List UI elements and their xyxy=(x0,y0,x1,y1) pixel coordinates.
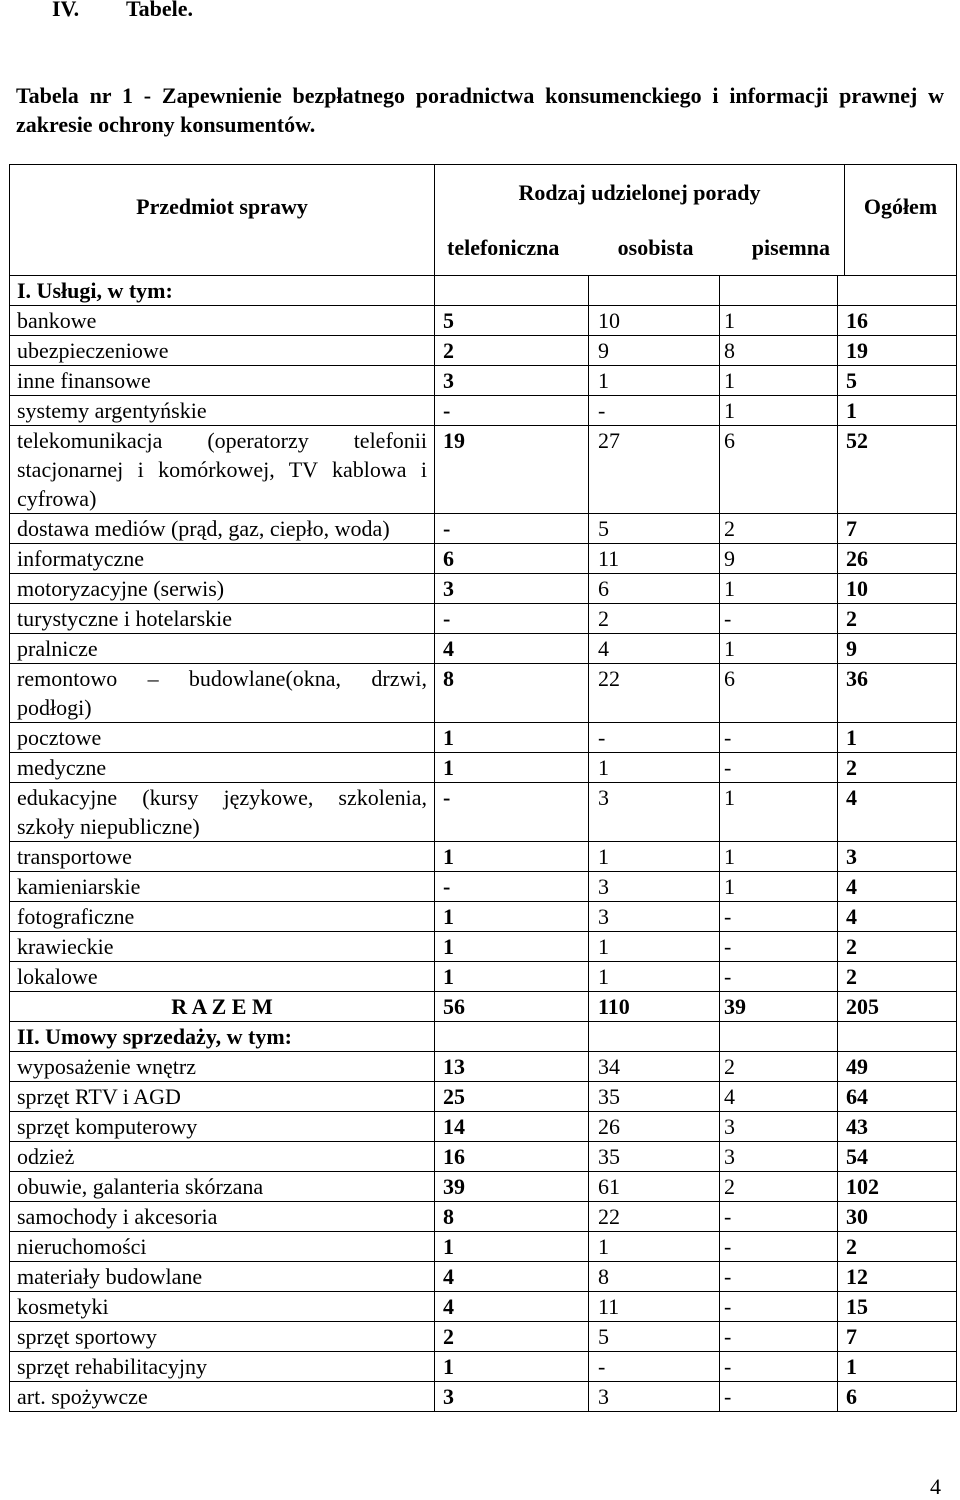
section-row xyxy=(10,1022,957,1052)
value-telefoniczna: 1 xyxy=(443,844,454,869)
value-pisemna: 1 xyxy=(724,398,735,423)
row-values xyxy=(435,1172,957,1202)
value-ogolem: 102 xyxy=(846,1174,879,1199)
page-number: 4 xyxy=(930,1474,941,1499)
value-telefoniczna: 2 xyxy=(443,338,454,363)
value-osobista: 110 xyxy=(598,994,630,1019)
consumer-advice-table xyxy=(9,164,957,1412)
row-label: medyczne xyxy=(10,753,435,783)
row-values xyxy=(435,1262,957,1292)
value-osobista: 34 xyxy=(598,1054,620,1079)
row-values xyxy=(435,842,957,872)
value-telefoniczna: 1 xyxy=(443,934,454,959)
row-values xyxy=(435,1112,957,1142)
value-pisemna: - xyxy=(724,606,732,631)
total-row xyxy=(10,992,957,1022)
table-row xyxy=(10,1112,957,1142)
value-ogolem: 1 xyxy=(846,1354,857,1379)
value-telefoniczna: 16 xyxy=(443,1144,465,1169)
row-label: II. Umowy sprzedaży, w tym: xyxy=(10,1022,435,1052)
value-osobista: 11 xyxy=(598,1294,620,1319)
row-values xyxy=(435,1322,957,1352)
value-telefoniczna: 1 xyxy=(443,755,454,780)
value-telefoniczna: 19 xyxy=(443,428,465,453)
value-ogolem: 2 xyxy=(846,606,857,631)
row-values xyxy=(435,1142,957,1172)
value-pisemna: - xyxy=(724,1354,732,1379)
value-ogolem: 2 xyxy=(846,964,857,989)
empty-cell xyxy=(435,276,957,306)
table-row xyxy=(10,426,957,514)
value-osobista: 11 xyxy=(598,546,620,571)
value-osobista: 5 xyxy=(598,516,609,541)
row-values xyxy=(435,426,957,514)
table-row xyxy=(10,1262,957,1292)
row-label: kamieniarskie xyxy=(10,872,435,902)
value-ogolem: 10 xyxy=(846,576,868,601)
row-values xyxy=(435,723,957,753)
value-ogolem: 12 xyxy=(846,1264,868,1289)
value-ogolem: 64 xyxy=(846,1084,868,1109)
table-row xyxy=(10,842,957,872)
value-telefoniczna: 8 xyxy=(443,666,454,691)
value-pisemna: - xyxy=(724,934,732,959)
value-osobista: - xyxy=(598,725,606,750)
value-pisemna: 1 xyxy=(724,576,735,601)
value-ogolem: 52 xyxy=(846,428,868,453)
value-osobista: 5 xyxy=(598,1324,609,1349)
value-ogolem: 43 xyxy=(846,1114,868,1139)
table-row xyxy=(10,1202,957,1232)
section-title: Tabele. xyxy=(126,0,194,21)
row-values xyxy=(435,544,957,574)
table-row xyxy=(10,1292,957,1322)
row-values xyxy=(435,336,957,366)
value-telefoniczna: 1 xyxy=(443,904,454,929)
row-values xyxy=(435,902,957,932)
row-label: odzież xyxy=(10,1142,435,1172)
value-telefoniczna: 3 xyxy=(443,576,454,601)
table-row xyxy=(10,1322,957,1352)
value-osobista: 3 xyxy=(598,904,609,929)
table-row xyxy=(10,664,957,723)
table-row xyxy=(10,306,957,336)
value-osobista: 9 xyxy=(598,338,609,363)
row-label: pralnicze xyxy=(10,634,435,664)
value-pisemna: 39 xyxy=(724,994,746,1019)
table-row xyxy=(10,1352,957,1382)
value-osobista: 4 xyxy=(598,636,609,661)
value-telefoniczna: - xyxy=(443,874,451,899)
row-label: sprzęt sportowy xyxy=(10,1322,435,1352)
header-telefoniczna: telefoniczna xyxy=(447,235,560,260)
row-values xyxy=(435,604,957,634)
value-telefoniczna: - xyxy=(443,785,451,810)
row-values xyxy=(435,396,957,426)
row-values xyxy=(435,514,957,544)
row-values xyxy=(435,753,957,783)
value-pisemna: 2 xyxy=(724,1054,735,1079)
value-ogolem: 19 xyxy=(846,338,868,363)
row-label: remontowo – budowlane(okna, drzwi, podłogi) xyxy=(10,664,435,723)
value-telefoniczna: 1 xyxy=(443,964,454,989)
row-label: transportowe xyxy=(10,842,435,872)
value-pisemna: 8 xyxy=(724,338,735,363)
value-telefoniczna: - xyxy=(443,398,451,423)
row-label: telekomunikacja (operatorzy telefonii stacjonarnej i komórkowej, TV kablowa i cyfrowa) xyxy=(10,426,435,514)
row-values xyxy=(435,1352,957,1382)
value-ogolem: 30 xyxy=(846,1204,868,1229)
value-telefoniczna: 1 xyxy=(443,1234,454,1259)
row-label: nieruchomości xyxy=(10,1232,435,1262)
row-values xyxy=(435,634,957,664)
value-ogolem: 6 xyxy=(846,1384,857,1409)
row-values xyxy=(435,962,957,992)
header-osobista: osobista xyxy=(617,235,694,260)
table-row xyxy=(10,1382,957,1412)
row-values xyxy=(435,366,957,396)
row-label: dostawa mediów (prąd, gaz, ciepło, woda) xyxy=(10,514,435,544)
value-ogolem: 15 xyxy=(846,1294,868,1319)
table-row xyxy=(10,783,957,842)
section-heading xyxy=(52,0,193,24)
row-label: bankowe xyxy=(10,306,435,336)
table-row xyxy=(10,872,957,902)
table-row xyxy=(10,902,957,932)
row-values xyxy=(435,1052,957,1082)
row-label: sprzęt RTV i AGD xyxy=(10,1082,435,1112)
row-label: edukacyjne (kursy językowe, szkolenia, szkoły niepubliczne) xyxy=(10,783,435,842)
header-total: Ogółem xyxy=(845,165,957,276)
value-ogolem: 5 xyxy=(846,368,857,393)
value-telefoniczna: 13 xyxy=(443,1054,465,1079)
value-osobista: 1 xyxy=(598,844,609,869)
row-label: wyposażenie wnętrz xyxy=(10,1052,435,1082)
value-osobista: 22 xyxy=(598,666,620,691)
value-telefoniczna: 8 xyxy=(443,1204,454,1229)
section-row xyxy=(10,276,957,306)
row-label: pocztowe xyxy=(10,723,435,753)
table-row xyxy=(10,753,957,783)
value-osobista: 35 xyxy=(598,1084,620,1109)
table-row xyxy=(10,336,957,366)
value-ogolem: 4 xyxy=(846,874,857,899)
row-label: lokalowe xyxy=(10,962,435,992)
row-label: I. Usługi, w tym: xyxy=(10,276,435,306)
row-label: kosmetyki xyxy=(10,1292,435,1322)
value-osobista: 6 xyxy=(598,576,609,601)
row-values xyxy=(435,1382,957,1412)
row-label: samochody i akcesoria xyxy=(10,1202,435,1232)
row-label: fotograficzne xyxy=(10,902,435,932)
value-pisemna: 9 xyxy=(724,546,735,571)
value-ogolem: 2 xyxy=(846,755,857,780)
row-values xyxy=(435,932,957,962)
value-telefoniczna: 25 xyxy=(443,1084,465,1109)
row-label: R A Z E M xyxy=(10,992,435,1022)
table-header-row xyxy=(10,165,957,276)
empty-cell xyxy=(435,1022,957,1052)
row-label: inne finansowe xyxy=(10,366,435,396)
value-pisemna: 2 xyxy=(724,1174,735,1199)
value-osobista: 2 xyxy=(598,606,609,631)
value-pisemna: 2 xyxy=(724,516,735,541)
value-telefoniczna: 4 xyxy=(443,636,454,661)
value-pisemna: 1 xyxy=(724,844,735,869)
value-pisemna: - xyxy=(724,904,732,929)
value-osobista: 22 xyxy=(598,1204,620,1229)
row-label: materiały budowlane xyxy=(10,1262,435,1292)
table-row xyxy=(10,366,957,396)
value-ogolem: 1 xyxy=(846,725,857,750)
table-row xyxy=(10,544,957,574)
row-label: informatyczne xyxy=(10,544,435,574)
value-pisemna: 1 xyxy=(724,785,735,810)
row-values xyxy=(435,872,957,902)
value-pisemna: - xyxy=(724,755,732,780)
table-row xyxy=(10,962,957,992)
value-osobista: 8 xyxy=(598,1264,609,1289)
row-label: obuwie, galanteria skórzana xyxy=(10,1172,435,1202)
value-ogolem: 1 xyxy=(846,398,857,423)
value-pisemna: - xyxy=(724,1294,732,1319)
value-osobista: 26 xyxy=(598,1114,620,1139)
value-ogolem: 9 xyxy=(846,636,857,661)
row-label: systemy argentyńskie xyxy=(10,396,435,426)
table-row xyxy=(10,396,957,426)
value-osobista: 1 xyxy=(598,755,609,780)
table-row xyxy=(10,1142,957,1172)
row-label: krawieckie xyxy=(10,932,435,962)
header-subcolumns xyxy=(435,233,844,262)
value-ogolem: 4 xyxy=(846,785,857,810)
value-ogolem: 7 xyxy=(846,516,857,541)
row-values xyxy=(435,664,957,723)
value-osobista: 35 xyxy=(598,1144,620,1169)
value-pisemna: - xyxy=(724,725,732,750)
value-telefoniczna: 1 xyxy=(443,725,454,750)
table-caption: Tabela nr 1 - Zapewnienie bezpłatnego poradnictwa konsumenckiego i informacji prawnej w zakresie ochrony konsumentów. xyxy=(16,83,944,137)
row-values xyxy=(435,1082,957,1112)
value-osobista: - xyxy=(598,398,606,423)
value-osobista: 1 xyxy=(598,1234,609,1259)
value-telefoniczna: - xyxy=(443,606,451,631)
row-values xyxy=(435,306,957,336)
value-telefoniczna: 4 xyxy=(443,1294,454,1319)
value-pisemna: - xyxy=(724,1234,732,1259)
table-row xyxy=(10,634,957,664)
row-values xyxy=(435,1202,957,1232)
value-ogolem: 54 xyxy=(846,1144,868,1169)
table-row xyxy=(10,574,957,604)
value-telefoniczna: 3 xyxy=(443,1384,454,1409)
header-group-title: Rodzaj udzielonej porady xyxy=(518,180,761,205)
header-subject: Przedmiot sprawy xyxy=(10,165,435,276)
value-pisemna: 6 xyxy=(724,666,735,691)
table-row xyxy=(10,1052,957,1082)
value-ogolem: 7 xyxy=(846,1324,857,1349)
row-values xyxy=(435,574,957,604)
row-label: sprzęt rehabilitacyjny xyxy=(10,1352,435,1382)
row-values xyxy=(435,1232,957,1262)
value-telefoniczna: 14 xyxy=(443,1114,465,1139)
value-osobista: 10 xyxy=(598,308,620,333)
value-osobista: 1 xyxy=(598,964,609,989)
value-telefoniczna: 5 xyxy=(443,308,454,333)
value-pisemna: 4 xyxy=(724,1084,735,1109)
row-label: art. spożywcze xyxy=(10,1382,435,1412)
value-pisemna: - xyxy=(724,1204,732,1229)
section-number: IV. xyxy=(52,0,80,21)
value-telefoniczna: 2 xyxy=(443,1324,454,1349)
value-pisemna: 1 xyxy=(724,636,735,661)
value-pisemna: - xyxy=(724,1264,732,1289)
header-group xyxy=(435,165,845,276)
table-row xyxy=(10,1082,957,1112)
value-osobista: 1 xyxy=(598,934,609,959)
value-pisemna: 6 xyxy=(724,428,735,453)
table-row xyxy=(10,1172,957,1202)
value-ogolem: 36 xyxy=(846,666,868,691)
table-row xyxy=(10,932,957,962)
value-pisemna: 1 xyxy=(724,368,735,393)
row-values xyxy=(435,783,957,842)
value-ogolem: 49 xyxy=(846,1054,868,1079)
table-row xyxy=(10,514,957,544)
value-osobista: 27 xyxy=(598,428,620,453)
value-ogolem: 2 xyxy=(846,1234,857,1259)
value-osobista: 1 xyxy=(598,368,609,393)
value-telefoniczna: 4 xyxy=(443,1264,454,1289)
value-telefoniczna: 1 xyxy=(443,1354,454,1379)
header-pisemna: pisemna xyxy=(751,235,830,260)
value-osobista: - xyxy=(598,1354,606,1379)
row-label: sprzęt komputerowy xyxy=(10,1112,435,1142)
row-label: turystyczne i hotelarskie xyxy=(10,604,435,634)
row-label: ubezpieczeniowe xyxy=(10,336,435,366)
value-osobista: 3 xyxy=(598,874,609,899)
value-ogolem: 16 xyxy=(846,308,868,333)
value-telefoniczna: 6 xyxy=(443,546,454,571)
value-ogolem: 2 xyxy=(846,934,857,959)
value-osobista: 61 xyxy=(598,1174,620,1199)
row-values xyxy=(435,992,957,1022)
value-osobista: 3 xyxy=(598,785,609,810)
value-pisemna: 1 xyxy=(724,308,735,333)
value-telefoniczna: 3 xyxy=(443,368,454,393)
row-values xyxy=(435,1292,957,1322)
value-ogolem: 3 xyxy=(846,844,857,869)
value-ogolem: 4 xyxy=(846,904,857,929)
value-telefoniczna: 39 xyxy=(443,1174,465,1199)
table-row xyxy=(10,1232,957,1262)
table-row xyxy=(10,723,957,753)
value-pisemna: - xyxy=(724,1384,732,1409)
table-row xyxy=(10,604,957,634)
value-pisemna: 3 xyxy=(724,1114,735,1139)
value-ogolem: 26 xyxy=(846,546,868,571)
value-telefoniczna: - xyxy=(443,516,451,541)
value-pisemna: - xyxy=(724,964,732,989)
value-pisemna: 1 xyxy=(724,874,735,899)
value-ogolem: 205 xyxy=(846,994,879,1019)
row-label: motoryzacyjne (serwis) xyxy=(10,574,435,604)
value-pisemna: 3 xyxy=(724,1144,735,1169)
value-osobista: 3 xyxy=(598,1384,609,1409)
value-telefoniczna: 56 xyxy=(443,994,465,1019)
value-pisemna: - xyxy=(724,1324,732,1349)
